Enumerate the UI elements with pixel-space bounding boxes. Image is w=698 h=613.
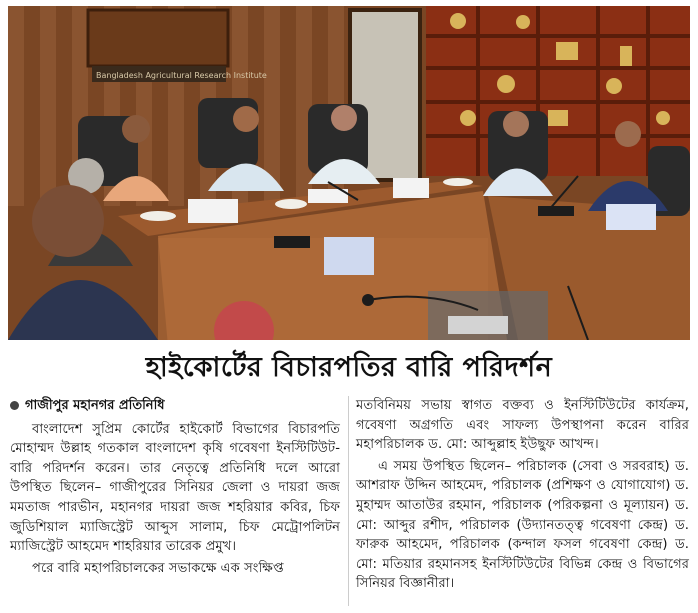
column-divider — [348, 396, 349, 606]
byline — [10, 396, 340, 416]
paragraph: এ সময় উপস্থিত ছিলেন– পরিচালক (সেবা ও সরবরাহ) ড. আশরাফ উদ্দিন আহমেদ, পরিচালক (প্রশিক্ষণ ও যোগাযোগ) ড. মুহাম্মদ আতাউর রহমান, পরিচালক (পরিকল্পনা ও মূল্যায়ন) ড. মো: আব্দুর রশীদ, পরিচালক (উদ্যানতত্ত্ব গবেষণা কেন্দ্র) ড. ফারুক আহমেদ, পরিচালক (কন্দাল ফসল গবেষণা কেন্দ্র) ড. মো: মতিয়ার রহমানসহ ইনস্টিটিউটের বিভিন্ন কেন্দ্র ও বিভাগের সিনিয়র বিজ্ঞানীরা। — [356, 458, 689, 592]
news-photo — [8, 6, 690, 340]
article-headline: হাইকোর্টের বিচারপতির বারি পরিদর্শন — [145, 352, 553, 383]
article-column-right — [356, 396, 689, 594]
meeting-room-photo — [8, 6, 690, 340]
article-column-left — [10, 396, 340, 578]
paragraph: মতবিনিময় সভায় স্বাগত বক্তব্য ও ইনস্টিটিউটের কার্যক্রম, গবেষণা অগ্রগতি এবং সাফল্য উপস্থাপনা করেন বারির মহাপরিচালক ড. মো: আব্দুল্লাহ ইউছুফ আখন্দ। — [356, 398, 689, 453]
byline-text: গাজীপুর মহানগর প্রতিনিধি — [25, 398, 165, 413]
bullet-icon — [10, 401, 19, 410]
paragraph: বাংলাদেশ সুপ্রিম কোর্টের হাইকোর্ট বিভাগের বিচারপতি মোহাম্মদ উল্লাহ গতকাল বাংলাদেশ কৃষি গবেষণা ইনস্টিটিউট-বারি পরিদর্শন করেন। তার নেতৃত্বে প্রতিনিধি দলে আরো উপস্থিত ছিলেন– গাজীপুরের সিনিয়র জেলা ও দায়রা জজ মমতাজ পারভীন, মহানগর দায়রা জজ শহরিয়ার কবির, চিফ জুডিশিয়াল ম্যাজিস্ট্রেট আব্দুস সালাম, চিফ মেট্রোপলিটন ম্যাজিস্ট্রেট আহমেদ শাহরিয়ার তারেক প্রমুখ। — [10, 421, 340, 555]
wall-sign-text: Bangladesh Agricultural Research Institute — [96, 71, 267, 80]
paragraph: পরে বারি মহাপরিচালকের সভাকক্ষে এক সংক্ষিপ্ত — [32, 560, 284, 576]
